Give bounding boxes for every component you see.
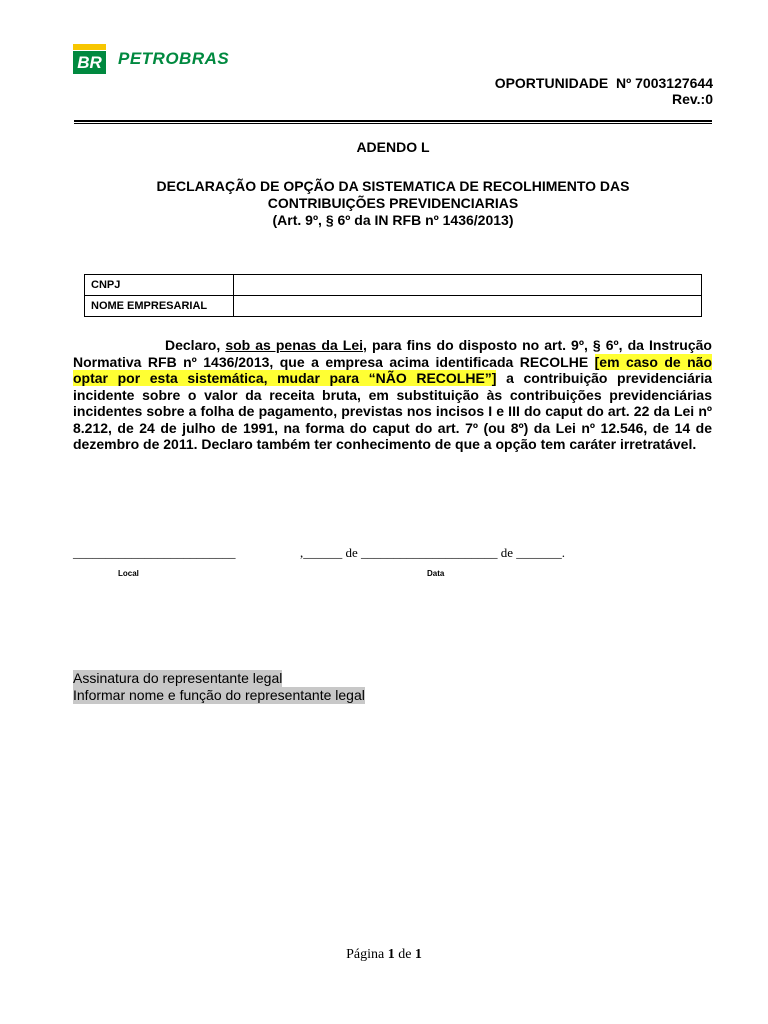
declaration-text-1: Declaro,	[165, 337, 226, 353]
logo-wordmark: PETROBRAS	[118, 49, 230, 68]
place-line: _________________________	[73, 545, 236, 560]
addendum-title: ADENDO L	[356, 139, 430, 155]
opportunity-number: OPORTUNIDADE Nº 7003127644	[494, 75, 713, 91]
cnpj-label: CNPJ	[85, 275, 234, 296]
br-badge-icon: BR	[73, 44, 106, 74]
footer-prefix: Página	[346, 947, 388, 962]
footer-page-number: 1	[387, 947, 395, 962]
signature-line-2: Informar nome e função do representante legal	[73, 687, 365, 703]
declaration-underlined: sob as penas da Lei	[225, 337, 364, 353]
signature-line-1: Assinatura do representante legal	[73, 670, 283, 686]
table-row	[85, 275, 702, 296]
signature-placeholder	[73, 670, 365, 704]
title-line-2: CONTRIBUIÇÕES PREVIDENCIARIAS	[267, 195, 519, 211]
page-footer	[0, 947, 768, 963]
place-label: Local	[118, 569, 139, 578]
document-title	[74, 178, 712, 229]
header-divider	[74, 120, 712, 122]
declaration-paragraph	[73, 337, 712, 453]
table-row	[85, 296, 702, 317]
footer-mid: de	[394, 947, 415, 962]
date-line: ,______ de _____________________ de _______.	[300, 545, 566, 560]
petrobras-logo	[73, 44, 229, 74]
revision-label: Rev.:0	[672, 91, 713, 107]
cnpj-field[interactable]	[234, 275, 702, 296]
company-name-label: NOME EMPRESARIAL	[85, 296, 234, 317]
opportunity-header	[495, 75, 713, 107]
date-label: Data	[427, 569, 445, 578]
title-line-3: (Art. 9º, § 6º da IN RFB nº 1436/2013)	[272, 212, 514, 228]
declaration-text-2: , para fins do disposto no art. 9º, § 6º, da Instrução Normativa RFB nº 1436/2013, que a empresa acima identificada RECOLHE	[73, 337, 712, 370]
company-name-field[interactable]	[234, 296, 702, 317]
declaration-highlight: [em caso de não optar por esta sistemática, mudar para “NÃO RECOLHE”]	[73, 353, 713, 386]
title-line-1: DECLARAÇÃO DE OPÇÃO DA SISTEMATICA DE RECOLHIMENTO DAS	[156, 178, 630, 194]
footer-page-total: 1	[414, 947, 422, 962]
header-divider-thin	[74, 123, 712, 124]
declaration-text-3: a contribuição previdenciária incidente sobre o valor da receita bruta, em substituição às contribuições previdenciárias incidentes sobre a folha de pagamento, previstas nos incisos I e III do caput do art. 22 da Lei nº 8.212, de 24 de julho de 1991, na forma do caput do art. 7º (ou 8º) da Lei nº 12.546, de 14 de dezembro de 2011. Declaro também ter conhecimento de que a opção tem caráter irretratável.	[73, 370, 712, 452]
company-info-table	[84, 274, 702, 317]
